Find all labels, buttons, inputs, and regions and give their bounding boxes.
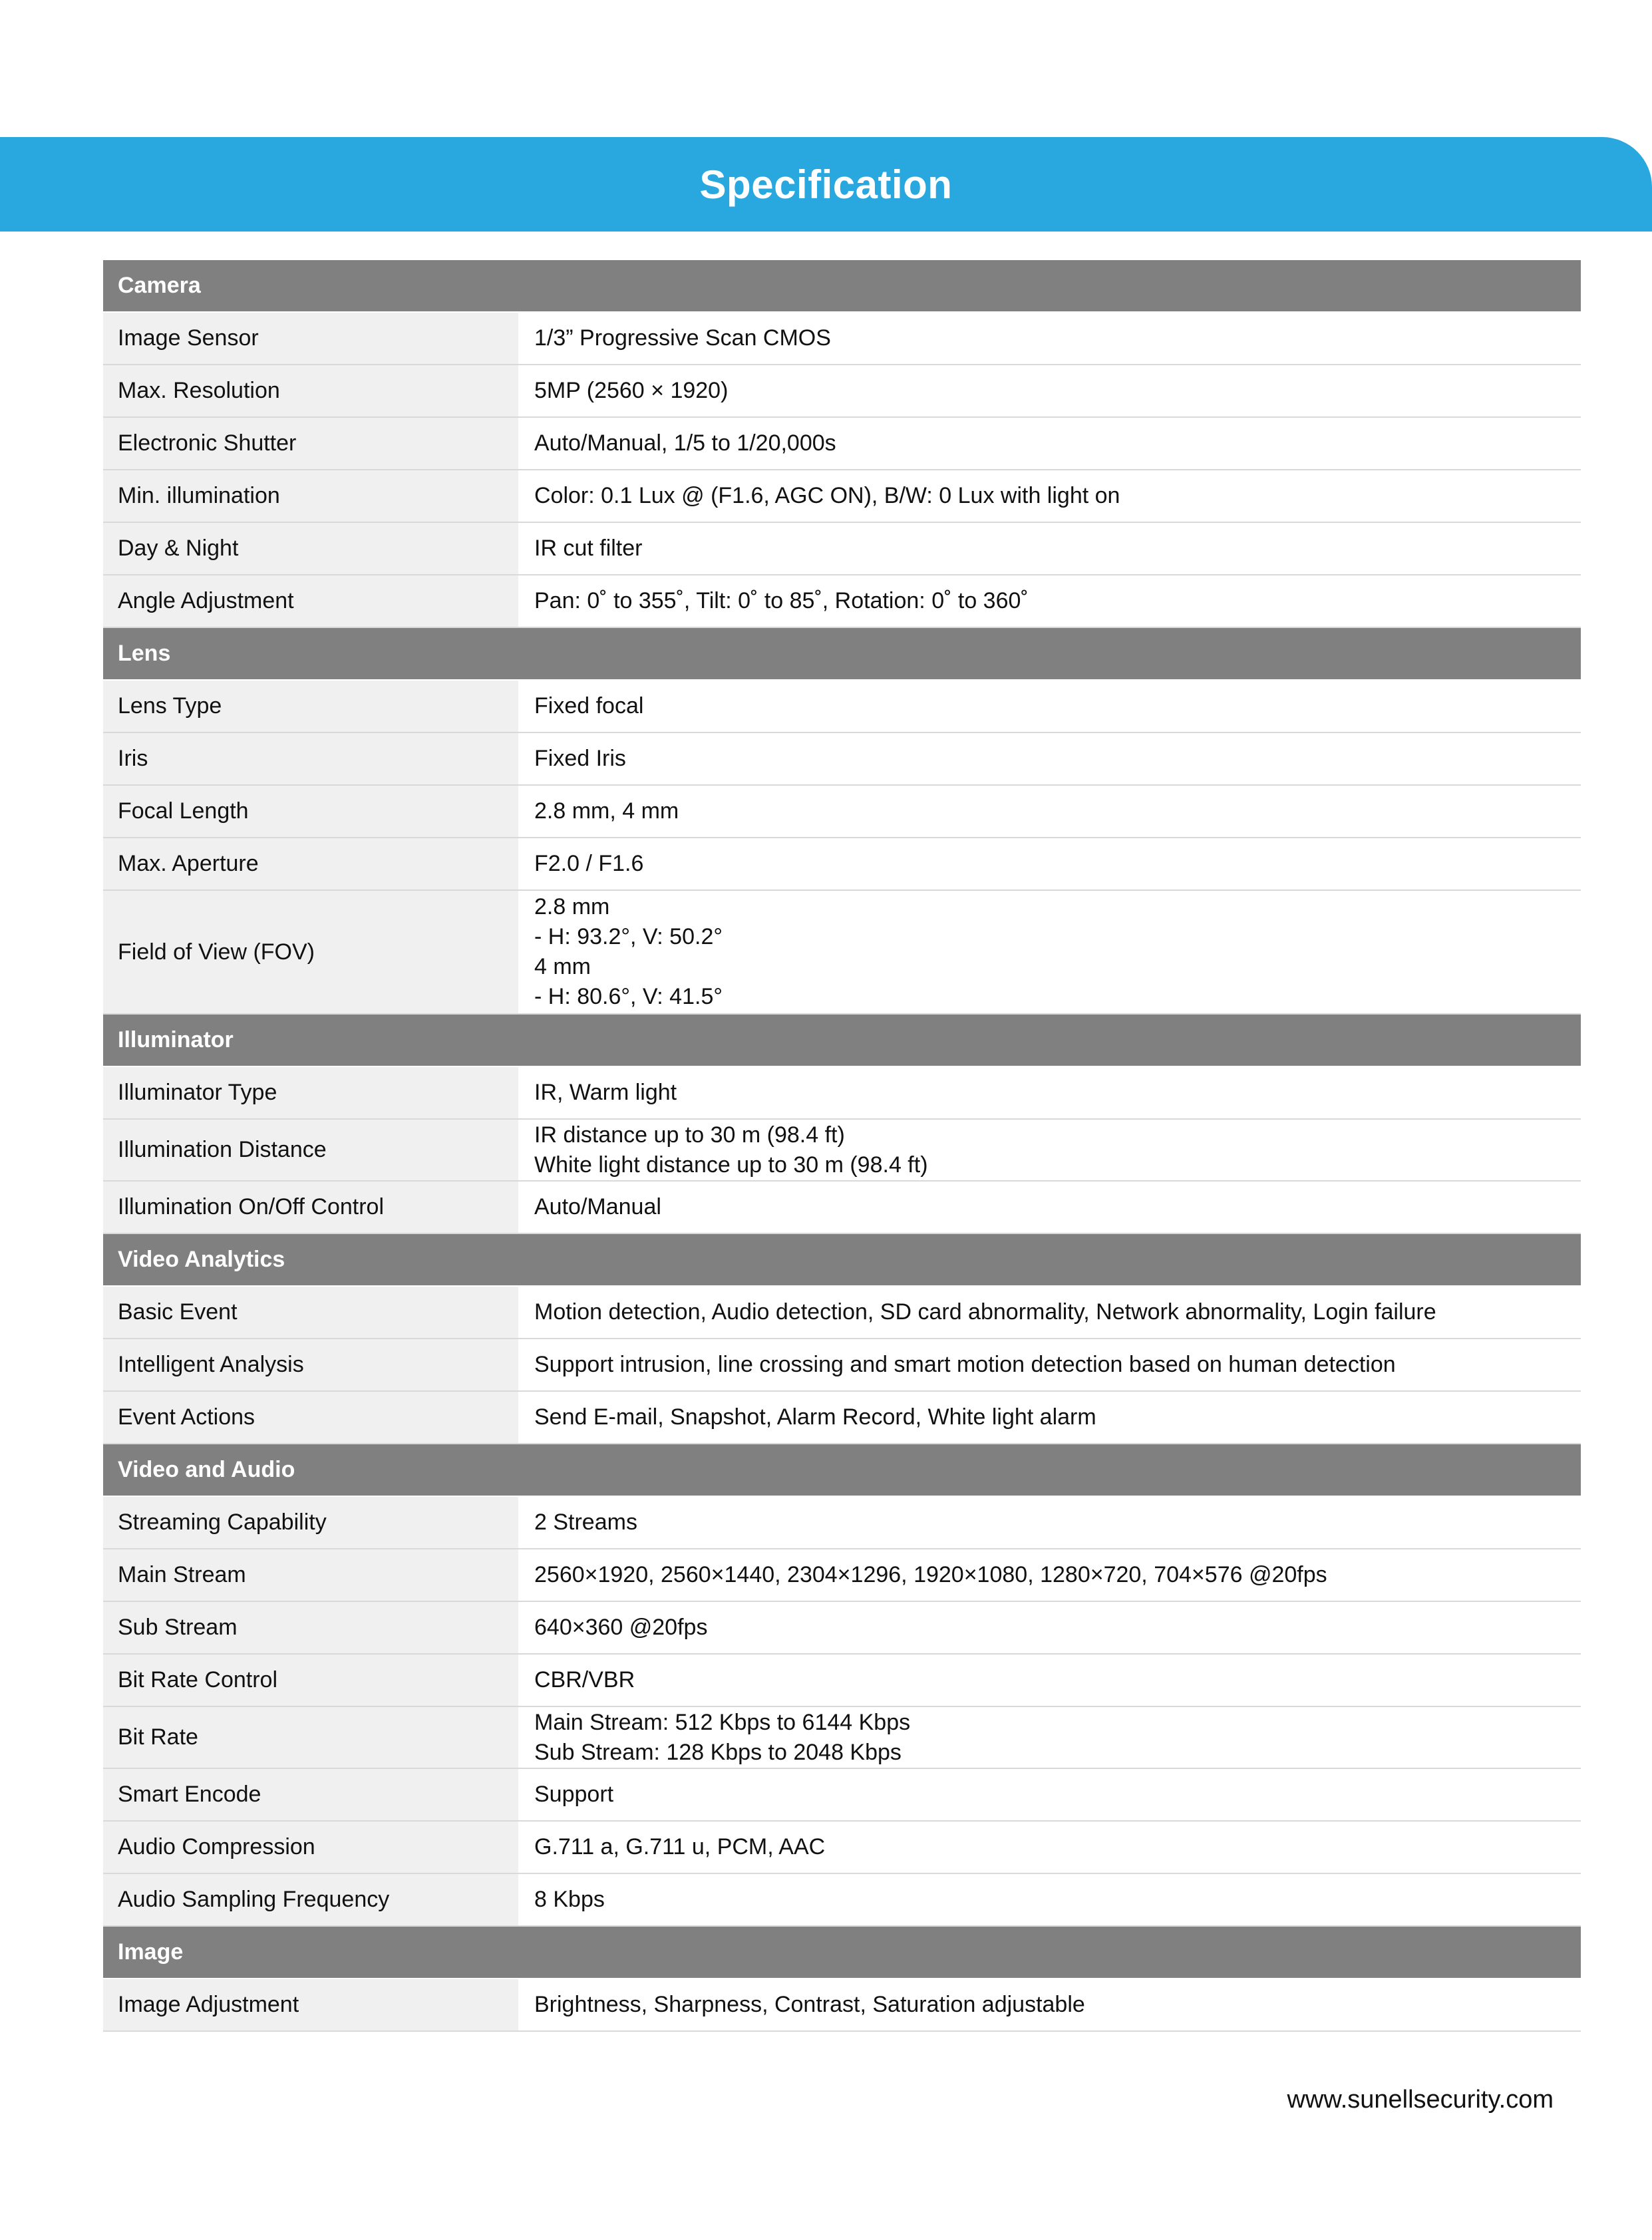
spec-label: Illumination Distance (103, 1120, 520, 1180)
spec-row (103, 1822, 1581, 1874)
section-header: Image (103, 1927, 1581, 1979)
spec-label: Audio Sampling Frequency (103, 1874, 520, 1925)
spec-label: Image Adjustment (103, 1979, 520, 2030)
spec-row (103, 1120, 1581, 1182)
spec-row (103, 1979, 1581, 2032)
spec-label: Electronic Shutter (103, 418, 520, 469)
spec-row (103, 313, 1581, 365)
spec-row (103, 470, 1581, 523)
spec-value-line: IR cut filter (534, 536, 643, 561)
spec-value (520, 575, 1581, 627)
spec-value-line: Color: 0.1 Lux @ (F1.6, AGC ON), B/W: 0 Lux with light on (534, 483, 1120, 508)
spec-label: Smart Encode (103, 1769, 520, 1820)
footer-website-url: www.sunellsecurity.com (1287, 2086, 1554, 2114)
spec-label: Min. illumination (103, 470, 520, 522)
spec-label: Iris (103, 733, 520, 784)
spec-label: Day & Night (103, 523, 520, 574)
spec-label: Streaming Capability (103, 1497, 520, 1548)
spec-row (103, 575, 1581, 628)
spec-value-line: Pan: 0˚ to 355˚, Tilt: 0˚ to 85˚, Rotation: 0˚ to 360˚ (534, 588, 1029, 613)
page-title: Specification (699, 162, 953, 207)
spec-row (103, 1182, 1581, 1234)
spec-value-line: 5MP (2560 × 1920) (534, 378, 729, 403)
spec-value (520, 470, 1581, 522)
spec-label: Illuminator Type (103, 1067, 520, 1118)
spec-value-line: 2.8 mm (534, 894, 610, 919)
spec-value-line: Main Stream: 512 Kbps to 6144 Kbps (534, 1709, 911, 1735)
spec-row (103, 1339, 1581, 1392)
spec-value (520, 1822, 1581, 1873)
spec-label: Sub Stream (103, 1602, 520, 1653)
spec-row (103, 523, 1581, 575)
spec-value (520, 1874, 1581, 1925)
spec-label: Illumination On/Off Control (103, 1182, 520, 1233)
spec-value (520, 891, 1581, 1013)
spec-value-line: Motion detection, Audio detection, SD card abnormality, Network abnormality, Login failure (534, 1299, 1436, 1325)
spec-label: Bit Rate Control (103, 1655, 520, 1706)
section-header: Video and Audio (103, 1444, 1581, 1497)
spec-value-line: Sub Stream: 128 Kbps to 2048 Kbps (534, 1739, 902, 1765)
spec-label: Bit Rate (103, 1707, 520, 1768)
spec-label: Max. Resolution (103, 365, 520, 416)
spec-value-line: Support (534, 1782, 614, 1807)
spec-value (520, 1769, 1581, 1820)
spec-value-line: 640×360 @20fps (534, 1615, 708, 1640)
spec-value (520, 1392, 1581, 1443)
spec-value (520, 681, 1581, 732)
spec-label: Angle Adjustment (103, 575, 520, 627)
spec-value (520, 1707, 1581, 1768)
spec-value-line: Auto/Manual, 1/5 to 1/20,000s (534, 430, 836, 456)
spec-value-line: IR distance up to 30 m (98.4 ft) (534, 1122, 845, 1148)
spec-value-line: G.711 a, G.711 u, PCM, AAC (534, 1834, 826, 1859)
section-header: Illuminator (103, 1015, 1581, 1067)
spec-value-line: 2.8 mm, 4 mm (534, 798, 679, 824)
spec-row (103, 365, 1581, 418)
spec-label: Main Stream (103, 1549, 520, 1601)
spec-value (520, 523, 1581, 574)
spec-label: Basic Event (103, 1287, 520, 1338)
spec-row (103, 1707, 1581, 1769)
spec-value-line: F2.0 / F1.6 (534, 851, 644, 876)
spec-row (103, 1549, 1581, 1602)
spec-value (520, 1549, 1581, 1601)
spec-value (520, 1339, 1581, 1390)
spec-value-line: 2 Streams (534, 1510, 637, 1535)
spec-label: Intelligent Analysis (103, 1339, 520, 1390)
spec-value (520, 1287, 1581, 1338)
spec-value-line: White light distance up to 30 m (98.4 ft) (534, 1152, 928, 1178)
spec-value-line: 4 mm (534, 954, 591, 979)
spec-value-line: Support intrusion, line crossing and smart motion detection based on human detection (534, 1352, 1396, 1377)
spec-value-line: - H: 93.2°, V: 50.2° (534, 924, 723, 949)
spec-row (103, 1769, 1581, 1822)
spec-row (103, 1655, 1581, 1707)
spec-value (520, 1602, 1581, 1653)
spec-value-line: Auto/Manual (534, 1194, 661, 1219)
spec-label: Lens Type (103, 681, 520, 732)
spec-value-line: Send E-mail, Snapshot, Alarm Record, White light alarm (534, 1404, 1096, 1430)
spec-value (520, 1655, 1581, 1706)
header-banner (0, 137, 1652, 232)
spec-row (103, 733, 1581, 786)
spec-value-line: Brightness, Sharpness, Contrast, Saturation adjustable (534, 1992, 1085, 2017)
spec-row (103, 838, 1581, 891)
spec-label: Max. Aperture (103, 838, 520, 889)
spec-row (103, 1874, 1581, 1927)
spec-label: Event Actions (103, 1392, 520, 1443)
spec-label: Image Sensor (103, 313, 520, 364)
spec-value-line: Fixed focal (534, 693, 644, 719)
spec-value (520, 313, 1581, 364)
spec-row (103, 1392, 1581, 1444)
spec-value (520, 1067, 1581, 1118)
spec-value-line: IR, Warm light (534, 1080, 677, 1105)
spec-value-line: 8 Kbps (534, 1887, 605, 1912)
section-header: Lens (103, 628, 1581, 681)
spec-table (103, 260, 1581, 2032)
spec-row (103, 1602, 1581, 1655)
spec-value (520, 418, 1581, 469)
spec-row (103, 891, 1581, 1015)
spec-value (520, 365, 1581, 416)
spec-value (520, 1497, 1581, 1548)
spec-value-line: 2560×1920, 2560×1440, 2304×1296, 1920×1080, 1280×720, 704×576 @20fps (534, 1562, 1327, 1587)
spec-row (103, 1497, 1581, 1549)
spec-value-line: CBR/VBR (534, 1667, 635, 1692)
spec-value-line: - H: 80.6°, V: 41.5° (534, 984, 723, 1009)
spec-value (520, 1182, 1581, 1233)
spec-value (520, 1979, 1581, 2030)
spec-value (520, 838, 1581, 889)
spec-label: Audio Compression (103, 1822, 520, 1873)
spec-row (103, 1067, 1581, 1120)
spec-label: Focal Length (103, 786, 520, 837)
section-header: Video Analytics (103, 1234, 1581, 1287)
spec-row (103, 681, 1581, 733)
spec-row (103, 418, 1581, 470)
spec-label: Field of View (FOV) (103, 891, 520, 1013)
spec-value-line: Fixed Iris (534, 746, 626, 771)
spec-value (520, 1120, 1581, 1180)
spec-row (103, 1287, 1581, 1339)
section-header: Camera (103, 260, 1581, 313)
spec-value (520, 733, 1581, 784)
spec-row (103, 786, 1581, 838)
spec-value-line: 1/3” Progressive Scan CMOS (534, 325, 831, 351)
spec-value (520, 786, 1581, 837)
